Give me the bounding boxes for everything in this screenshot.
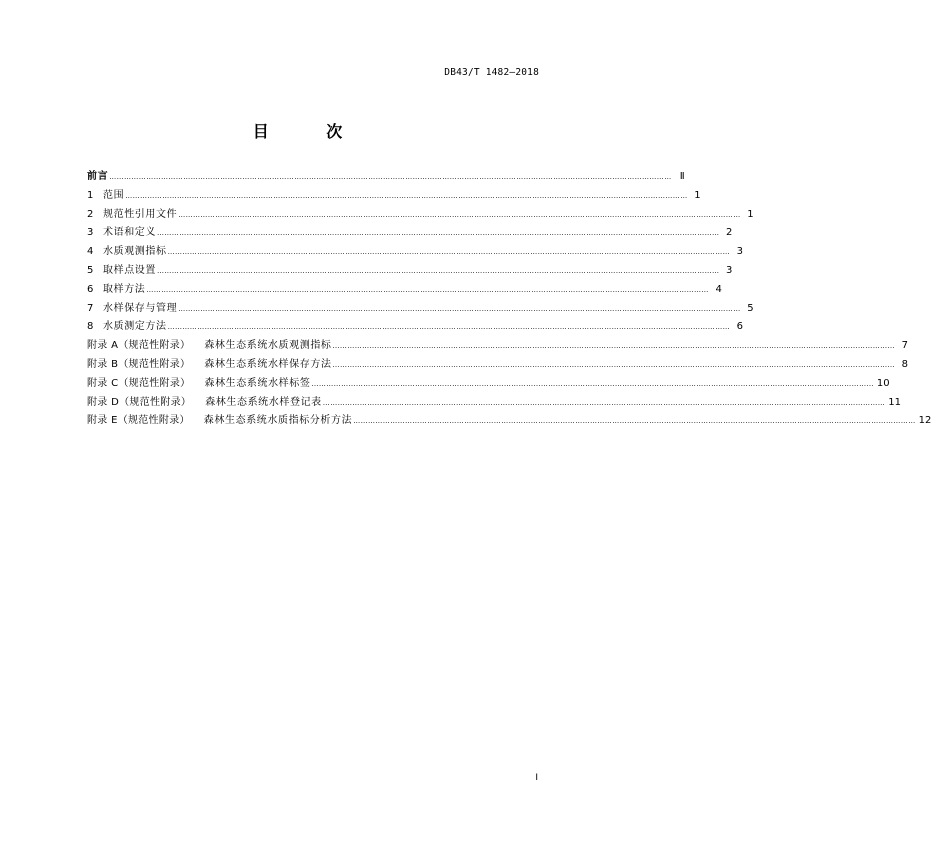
toc-entry-appendix-a[interactable] xyxy=(87,337,908,356)
toc-entry-label: 术语和定义 xyxy=(103,227,156,239)
toc-entry-page: 4 xyxy=(715,283,722,295)
toc-entry-measurement-methods[interactable] xyxy=(87,318,744,337)
dot-leader: ………………………………………………………………………………………………………………………………………………………………………………………………………… xyxy=(178,210,741,219)
toc-entry-scope[interactable] xyxy=(87,187,701,206)
toc-entry-sampling-methods[interactable] xyxy=(87,281,722,300)
toc-entry-page: 6 xyxy=(736,321,744,333)
toc-entry-page: 7 xyxy=(901,340,908,352)
dot-leader: ………………………………………………………………………………………………………………………………………………………………………………………………………… xyxy=(322,398,886,407)
toc-entry-number: 5 xyxy=(87,264,94,276)
toc-entry-appendix-e[interactable] xyxy=(87,412,931,431)
appendix-label: 附录 A（规范性附录） xyxy=(87,340,191,352)
toc-entry-appendix-d[interactable] xyxy=(87,394,901,413)
toc-entry-label: 水样保存与管理 xyxy=(103,302,178,314)
toc-entry-preface[interactable] xyxy=(87,168,685,187)
dot-leader: ………………………………………………………………………………………………………………………………………………………………………………………………………… xyxy=(157,229,720,238)
appendix-label: 附录 B（规范性附录） xyxy=(87,358,191,370)
toc-entry-page: 2 xyxy=(726,227,733,239)
toc-entry-page: 11 xyxy=(888,396,901,408)
appendix-title: 森林生态系统水样登记表 xyxy=(205,396,322,408)
appendix-label: 附录 C（规范性附录） xyxy=(87,377,191,389)
toc-entry-page: 8 xyxy=(901,358,908,370)
toc-entry-number: 6 xyxy=(87,283,94,295)
dot-leader: ………………………………………………………………………………………………………………………………………………………………………………………………………… xyxy=(332,342,895,351)
dot-leader: ………………………………………………………………………………………………………………………………………………………………………………………………………… xyxy=(167,248,731,257)
document-code: DB43/T 1482—2018 xyxy=(444,67,539,78)
toc-entry-appendix-b[interactable] xyxy=(87,356,908,375)
toc-entry-label: 取样方法 xyxy=(103,283,146,295)
toc-entry-sampling-points[interactable] xyxy=(87,262,733,281)
toc-entry-label: 取样点设置 xyxy=(103,264,156,276)
appendix-title: 森林生态系统水质指标分析方法 xyxy=(203,415,353,427)
toc-entry-label: 前言 xyxy=(87,171,109,182)
toc-entry-page: 12 xyxy=(918,415,931,427)
table-of-contents xyxy=(87,168,931,431)
appendix-title: 森林生态系统水样保存方法 xyxy=(204,358,332,370)
toc-entry-page: 10 xyxy=(876,377,890,389)
appendix-label: 附录 D（规范性附录） xyxy=(87,396,192,408)
dot-leader: ………………………………………………………………………………………………………………………………………………………………………………………………………… xyxy=(109,173,672,181)
toc-entry-terms-definitions[interactable] xyxy=(87,224,733,243)
toc-entry-label: 水质测定方法 xyxy=(103,321,167,333)
dot-leader: ………………………………………………………………………………………………………………………………………………………………………………………………………… xyxy=(125,191,688,200)
toc-entry-normative-references[interactable] xyxy=(87,206,754,225)
toc-entry-page: 1 xyxy=(694,189,701,201)
toc-entry-label: 范围 xyxy=(103,189,125,201)
page-title: 目 次 xyxy=(252,122,369,141)
dot-leader: ………………………………………………………………………………………………………………………………………………………………………………………………………… xyxy=(332,360,895,369)
toc-entry-label: 规范性引用文件 xyxy=(103,208,178,220)
appendix-title: 森林生态系统水质观测指标 xyxy=(204,340,332,352)
dot-leader: ………………………………………………………………………………………………………………………………………………………………………………………………………… xyxy=(353,417,916,426)
toc-entry-number: 8 xyxy=(87,321,94,333)
appendix-title: 森林生态系统水样标签 xyxy=(204,377,311,389)
toc-entry-page: 3 xyxy=(736,246,744,258)
dot-leader: ………………………………………………………………………………………………………………………………………………………………………………………………………… xyxy=(178,304,741,313)
dot-leader: ………………………………………………………………………………………………………………………………………………………………………………………………………… xyxy=(167,323,731,332)
toc-entry-number: 2 xyxy=(87,208,94,220)
toc-entry-page: 1 xyxy=(747,208,754,220)
dot-leader: ………………………………………………………………………………………………………………………………………………………………………………………………………… xyxy=(311,379,874,388)
toc-entry-sample-storage[interactable] xyxy=(87,300,754,319)
toc-entry-page: Ⅱ xyxy=(679,171,685,182)
dot-leader: ………………………………………………………………………………………………………………………………………………………………………………………………………… xyxy=(157,266,720,275)
toc-entry-water-quality-indicators[interactable] xyxy=(87,243,744,262)
toc-entry-label: 水质观测指标 xyxy=(103,246,167,258)
toc-entry-number: 7 xyxy=(87,302,94,314)
toc-entry-appendix-c[interactable] xyxy=(87,375,890,394)
dot-leader: ………………………………………………………………………………………………………………………………………………………………………………………………………… xyxy=(146,285,709,294)
page-number: I xyxy=(535,773,538,783)
appendix-label: 附录 E（规范性附录） xyxy=(87,415,190,427)
toc-entry-number: 3 xyxy=(87,227,94,239)
toc-entry-number: 1 xyxy=(87,189,94,201)
toc-entry-page: 5 xyxy=(747,302,754,314)
toc-entry-number: 4 xyxy=(87,246,94,258)
toc-entry-page: 3 xyxy=(726,264,733,276)
